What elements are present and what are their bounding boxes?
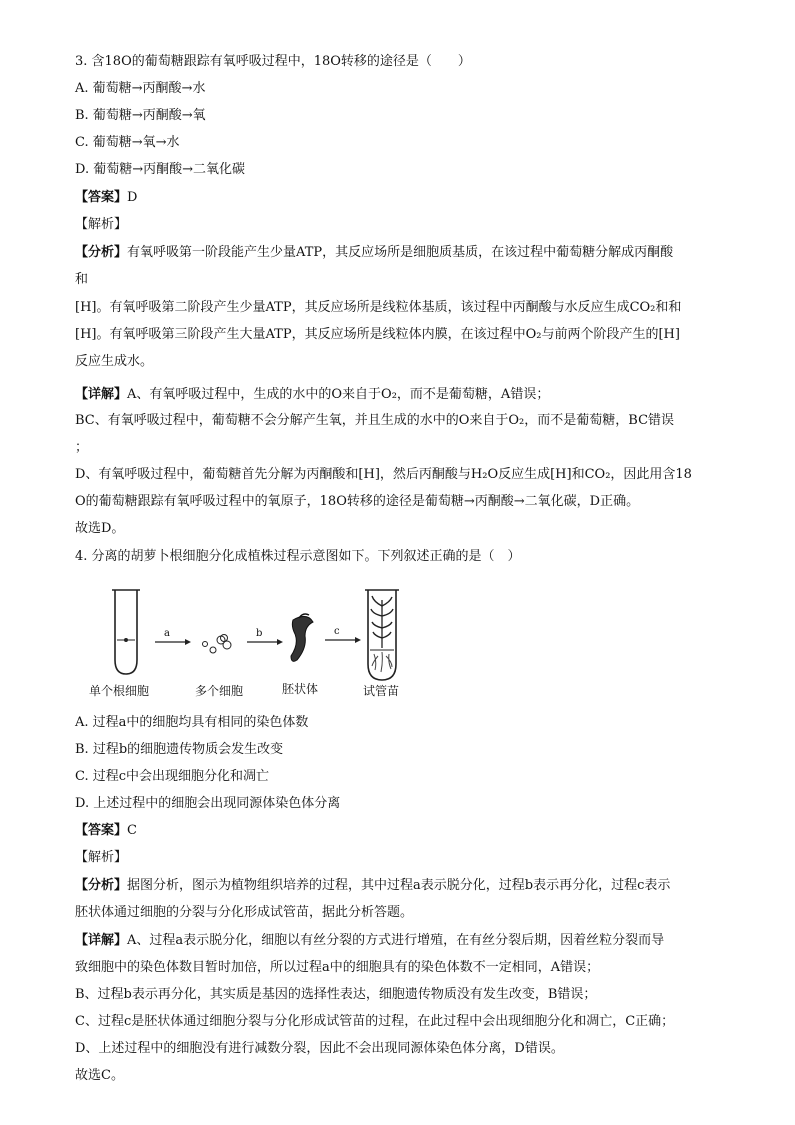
q3-answer-label: 【答案】 (75, 190, 128, 205)
q4-fenxi-line-1: 【分析】据图分析，图示为植物组织培养的过程，其中过程a表示脱分化，过程b表示再分化，过程c表示 (75, 878, 671, 893)
q3-fenxi-label: 【分析】 (75, 245, 128, 260)
q3-option-a: A. 葡萄糖→丙酮酸→水 (75, 81, 206, 96)
q4-xiangjie-line-4: C、过程c是胚状体通过细胞分裂与分化形成试管苗的过程，在此过程中会出现细胞分化和凋亡，C正确； (75, 1014, 675, 1029)
q4-xiangjie-line-6: 故选C。 (75, 1068, 124, 1083)
embryoid-icon (291, 614, 313, 661)
arrow-label-a: a (164, 628, 170, 639)
multiple-cells-icon (203, 635, 232, 654)
q4-figure (85, 582, 445, 702)
q3-analysis-label: 【解析】 (75, 217, 128, 232)
q3-xiangjie-line-4: D、有氧呼吸过程中，葡萄糖首先分解为丙酮酸和[H]，然后丙酮酸与H₂O反应生成[H]和CO₂，因此用含18 (75, 467, 692, 482)
q4-answer-value: C (127, 823, 137, 838)
q3-xiangjie-line-1: 【详解】A、有氧呼吸过程中，生成的水中的O来自于O₂，而不是葡萄糖，A错误； (75, 387, 550, 402)
q4-xiangjie-label: 【详解】 (75, 933, 128, 948)
arrow-label-c: c (334, 626, 340, 637)
q3-xiangjie-line-6: 故选D。 (75, 521, 125, 536)
q3-stem: 3. 含18O的葡萄糖跟踪有氧呼吸过程中，18O转移的途径是（ ） (75, 54, 471, 69)
q3-answer (75, 188, 735, 208)
q4-fenxi-line-2: 胚状体通过细胞的分裂与分化形成试管苗，据此分析答题。 (75, 905, 414, 920)
label-test-tube-plantlet: 试管苗 (363, 684, 400, 698)
q3-option-b: B. 葡萄糖→丙酮酸→氧 (75, 108, 206, 123)
q3-option-d: D. 葡萄糖→丙酮酸→二氧化碳 (75, 162, 246, 177)
q3-xiangjie-line-5: O的葡萄糖跟踪有氧呼吸过程中的氧原子，18O转移的途径是葡萄糖→丙酮酸→二氧化碳，D正确。 (75, 494, 640, 509)
q4-option-a: A. 过程a中的细胞均具有相同的染色体数 (75, 715, 309, 730)
q4-fenxi-label: 【分析】 (75, 878, 128, 893)
arrow-c-icon (325, 637, 361, 643)
q4-xiangjie-line-5: D、上述过程中的细胞没有进行减数分裂，因此不会出现同源体染色体分离，D错误。 (75, 1041, 564, 1056)
label-single-root-cell: 单个根细胞 (89, 684, 150, 698)
q3-option-c: C. 葡萄糖→氧→水 (75, 135, 180, 150)
q4-option-b: B. 过程b的细胞遗传物质会发生改变 (75, 742, 284, 757)
q4-xiangjie-line-1: 【详解】A、过程a表示脱分化，细胞以有丝分裂的方式进行增殖，在有丝分裂后期，因着丝粒分裂而导 (75, 933, 665, 948)
q3-fenxi-line-3: [H]。有氧呼吸第二阶段产生少量ATP，其反应场所是线粒体基质，该过程中丙酮酸与水反应生成CO₂和和 (75, 300, 682, 315)
test-tube-single-cell-icon (112, 590, 140, 674)
arrow-a-icon (155, 639, 191, 645)
arrow-label-b: b (256, 628, 263, 639)
q4-answer-label: 【答案】 (75, 823, 128, 838)
q4-stem: 4. 分离的胡萝卜根细胞分化成植株过程示意图如下。下列叙述正确的是（ ） (75, 549, 521, 564)
q3-fenxi-line-4: [H]。有氧呼吸第三阶段产生大量ATP，其反应场所是线粒体内膜，在该过程中O₂与前两个阶段产生的[H] (75, 327, 680, 342)
q4-analysis-label: 【解析】 (75, 850, 128, 865)
q3-xiangjie-line-2: BC、有氧呼吸过程中，葡萄糖不会分解产生氧，并且生成的水中的O来自于O₂，而不是葡萄糖，BC错误 (75, 413, 675, 428)
q4-option-c: C. 过程c中会出现细胞分化和凋亡 (75, 769, 270, 784)
q4-xiangjie-line-2: 致细胞中的染色体数目暂时加倍，所以过程a中的细胞具有的染色体数不一定相同，A错误； (75, 960, 600, 975)
label-embryoid: 胚状体 (282, 682, 319, 696)
test-tube-plantlet-icon (365, 590, 399, 680)
q3-xiangjie-label: 【详解】 (75, 387, 128, 402)
label-multiple-cells: 多个细胞 (195, 684, 244, 698)
arrow-b-icon (247, 639, 283, 645)
q4-xiangjie-line-3: B、过程b表示再分化，其实质是基因的选择性表达，细胞遗传物质没有发生改变，B错误； (75, 987, 597, 1002)
q3-fenxi-line-1: 【分析】有氧呼吸第一阶段能产生少量ATP，其反应场所是细胞质基质，在该过程中葡萄糖分解成丙酮酸 (75, 245, 674, 260)
q3-fenxi-line-5: 反应生成水。 (75, 354, 154, 369)
q4-option-d: D. 上述过程中的细胞会出现同源体染色体分离 (75, 796, 341, 811)
q3-fenxi-line-2: 和 (75, 272, 89, 287)
q3-answer-value: D (127, 190, 138, 205)
q4-answer (75, 821, 735, 841)
q3-xiangjie-line-3: ； (75, 440, 89, 455)
